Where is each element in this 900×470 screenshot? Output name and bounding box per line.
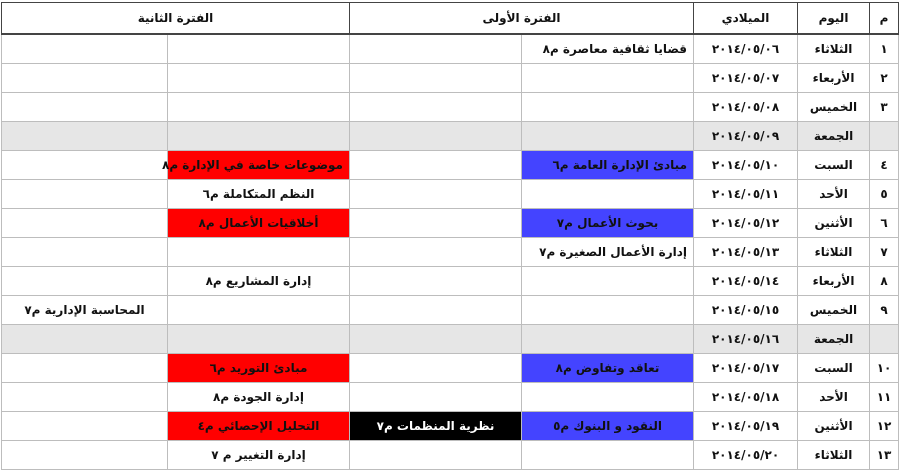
second-period-cell-b — [2, 93, 168, 122]
first-period-cell-b — [350, 64, 522, 93]
second-period-cell-b — [2, 441, 168, 470]
first-period-cell-a — [522, 93, 694, 122]
second-period-cell-b — [2, 354, 168, 383]
second-period-cell-a — [168, 93, 350, 122]
day-cell: الثلاثاء — [798, 34, 870, 64]
second-period-cell-b — [2, 267, 168, 296]
day-cell: الجمعة — [798, 122, 870, 151]
day-cell: الخميس — [798, 93, 870, 122]
table-row — [2, 383, 899, 412]
first-period-cell-b — [350, 122, 522, 151]
first-period-cell-b — [350, 34, 522, 64]
second-period-cell-b — [2, 238, 168, 267]
second-period-cell-a: إدارة المشاريع م٨ — [168, 267, 350, 296]
first-period-cell-a — [522, 296, 694, 325]
day-cell: السبت — [798, 151, 870, 180]
first-period-cell-a — [522, 441, 694, 470]
day-cell: الأربعاء — [798, 267, 870, 296]
row-number: ١ — [870, 34, 899, 64]
date-cell: ٢٠١٤/٠٥/١٣ — [694, 238, 798, 267]
second-period-cell-b — [2, 122, 168, 151]
first-period-cell-a: قضايا ثقافية معاصرة م٨ — [522, 34, 694, 64]
row-number: ٥ — [870, 180, 899, 209]
second-period-cell-b: المحاسبة الإدارية م٧ — [2, 296, 168, 325]
header-num: م — [870, 3, 899, 35]
row-number: ١٣ — [870, 441, 899, 470]
day-cell: الثلاثاء — [798, 441, 870, 470]
first-period-cell-a — [522, 122, 694, 151]
table-row — [2, 325, 899, 354]
second-period-cell-a: النظم المتكاملة م٦ — [168, 180, 350, 209]
table-row — [2, 296, 899, 325]
day-cell: السبت — [798, 354, 870, 383]
day-cell: الأثنين — [798, 412, 870, 441]
second-period-cell-a: إدارة التغيير م ٧ — [168, 441, 350, 470]
second-period-cell-a: التحليل الإحصائي م٤ — [168, 412, 350, 441]
first-period-cell-a: تعاقد وتفاوض م٨ — [522, 354, 694, 383]
first-period-cell-a: مبادئ الإدارة العامة م٦ — [522, 151, 694, 180]
second-period-cell-a: موضوعات خاصة في الإدارة م٨ — [168, 151, 350, 180]
exam-schedule-table — [1, 2, 899, 470]
table-row — [2, 34, 899, 64]
second-period-cell-b — [2, 383, 168, 412]
first-period-cell-b — [350, 209, 522, 238]
row-number: ٧ — [870, 238, 899, 267]
date-cell: ٢٠١٤/٠٥/١٧ — [694, 354, 798, 383]
first-period-cell-a — [522, 267, 694, 296]
row-number: ١٢ — [870, 412, 899, 441]
row-number: ١١ — [870, 383, 899, 412]
header-row — [2, 3, 899, 35]
date-cell: ٢٠١٤/٠٥/٠٧ — [694, 64, 798, 93]
date-cell: ٢٠١٤/٠٥/١٩ — [694, 412, 798, 441]
second-period-cell-a: مبادئ التوريد م٦ — [168, 354, 350, 383]
date-cell: ٢٠١٤/٠٥/١٦ — [694, 325, 798, 354]
second-period-cell-a — [168, 64, 350, 93]
first-period-cell-a — [522, 383, 694, 412]
row-number — [870, 325, 899, 354]
first-period-cell-b: نظرية المنظمات م٧ — [350, 412, 522, 441]
second-period-cell-a — [168, 296, 350, 325]
first-period-cell-b — [350, 325, 522, 354]
second-period-cell-a — [168, 122, 350, 151]
day-cell: الأحد — [798, 180, 870, 209]
first-period-cell-b — [350, 180, 522, 209]
second-period-cell-a — [168, 238, 350, 267]
row-number: ٤ — [870, 151, 899, 180]
second-period-cell-b — [2, 412, 168, 441]
day-cell: الجمعة — [798, 325, 870, 354]
row-number: ٩ — [870, 296, 899, 325]
table-row — [2, 267, 899, 296]
row-number: ٢ — [870, 64, 899, 93]
row-number — [870, 122, 899, 151]
row-number: ٨ — [870, 267, 899, 296]
first-period-cell-b — [350, 383, 522, 412]
second-period-cell-a: أخلاقيات الأعمال م٨ — [168, 209, 350, 238]
date-cell: ٢٠١٤/٠٥/١٢ — [694, 209, 798, 238]
day-cell: الأربعاء — [798, 64, 870, 93]
header-first-period: الفترة الأولى — [350, 3, 694, 35]
second-period-cell-a — [168, 325, 350, 354]
row-number: ١٠ — [870, 354, 899, 383]
first-period-cell-a — [522, 325, 694, 354]
first-period-cell-a: بحوث الأعمال م٧ — [522, 209, 694, 238]
day-cell: الخميس — [798, 296, 870, 325]
first-period-cell-b — [350, 441, 522, 470]
first-period-cell-b — [350, 238, 522, 267]
header-date: الميلادي — [694, 3, 798, 35]
date-cell: ٢٠١٤/٠٥/٢٠ — [694, 441, 798, 470]
date-cell: ٢٠١٤/٠٥/١٥ — [694, 296, 798, 325]
second-period-cell-b — [2, 34, 168, 64]
table-row — [2, 238, 899, 267]
day-cell: الثلاثاء — [798, 238, 870, 267]
date-cell: ٢٠١٤/٠٥/٠٦ — [694, 34, 798, 64]
date-cell: ٢٠١٤/٠٥/٠٩ — [694, 122, 798, 151]
header-day: اليوم — [798, 3, 870, 35]
first-period-cell-b — [350, 354, 522, 383]
second-period-cell-a — [168, 34, 350, 64]
second-period-cell-b — [2, 180, 168, 209]
table-row — [2, 354, 899, 383]
first-period-cell-b — [350, 151, 522, 180]
date-cell: ٢٠١٤/٠٥/١٤ — [694, 267, 798, 296]
first-period-cell-a: إدارة الأعمال الصغيرة م٧ — [522, 238, 694, 267]
row-number: ٦ — [870, 209, 899, 238]
table-row — [2, 209, 899, 238]
date-cell: ٢٠١٤/٠٥/١١ — [694, 180, 798, 209]
second-period-cell-b — [2, 325, 168, 354]
row-number: ٣ — [870, 93, 899, 122]
first-period-cell-b — [350, 267, 522, 296]
table-row — [2, 122, 899, 151]
table-row — [2, 180, 899, 209]
schedule-body — [2, 34, 899, 470]
table-row — [2, 64, 899, 93]
first-period-cell-a — [522, 64, 694, 93]
first-period-cell-b — [350, 296, 522, 325]
first-period-cell-a — [522, 180, 694, 209]
first-period-cell-a: النقود و البنوك م٥ — [522, 412, 694, 441]
table-row — [2, 151, 899, 180]
day-cell: الأثنين — [798, 209, 870, 238]
date-cell: ٢٠١٤/٠٥/١٨ — [694, 383, 798, 412]
header-second-period: الفترة الثانية — [2, 3, 350, 35]
table-row — [2, 93, 899, 122]
second-period-cell-a: إدارة الجودة م٨ — [168, 383, 350, 412]
date-cell: ٢٠١٤/٠٥/٠٨ — [694, 93, 798, 122]
table-row — [2, 412, 899, 441]
second-period-cell-b — [2, 151, 168, 180]
table-row — [2, 441, 899, 470]
first-period-cell-b — [350, 93, 522, 122]
second-period-cell-b — [2, 209, 168, 238]
date-cell: ٢٠١٤/٠٥/١٠ — [694, 151, 798, 180]
day-cell: الأحد — [798, 383, 870, 412]
second-period-cell-b — [2, 64, 168, 93]
